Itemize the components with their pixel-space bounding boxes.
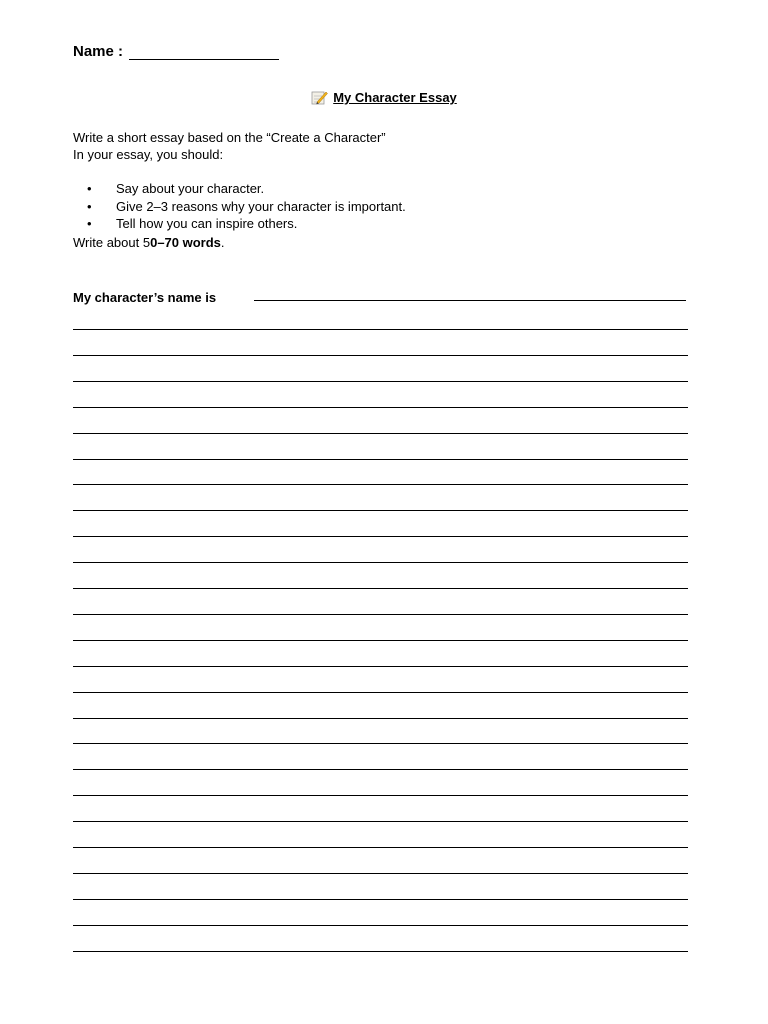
instruction-line-1: Write a short essay based on the “Create a Character” [73,130,386,145]
writing-line[interactable] [73,381,688,382]
requirements-list [73,180,406,233]
bullet-icon: • [87,216,92,231]
writing-line[interactable] [73,951,688,952]
writing-line[interactable] [73,821,688,822]
writing-line[interactable] [73,666,688,667]
bullet-icon: • [87,181,92,196]
instruction-line-2: In your essay, you should: [73,147,224,162]
writing-line[interactable] [73,329,688,330]
name-blank-line[interactable] [129,45,279,60]
writing-line[interactable] [73,743,688,744]
writing-line[interactable] [73,459,688,460]
writing-line[interactable] [73,614,688,615]
list-item: • Give 2–3 reasons why your character is important. [87,198,406,214]
writing-line[interactable] [73,795,688,796]
writing-line[interactable] [73,640,688,641]
writing-line[interactable] [73,588,688,589]
word-count-instruction: Write about 50–70 words. [73,235,225,250]
name-label: Name : [73,43,124,60]
name-field-row [73,43,279,60]
title-text: My Character Essay [333,90,457,105]
instructions [73,129,386,163]
page-title [0,90,768,105]
writing-line[interactable] [73,769,688,770]
writing-line[interactable] [73,692,688,693]
notepad-pencil-icon [311,90,328,105]
character-name-label: My character’s name is [73,290,217,305]
writing-line[interactable] [73,484,688,485]
writing-line[interactable] [73,433,688,434]
list-item: • Say about your character. [87,181,265,196]
writing-line[interactable] [73,562,688,563]
writing-line[interactable] [73,536,688,537]
writing-line[interactable] [73,510,688,511]
writing-line[interactable] [73,718,688,719]
writing-line[interactable] [73,899,688,900]
writing-line[interactable] [73,925,688,926]
character-name-blank-line[interactable] [254,300,686,301]
writing-line[interactable] [73,873,688,874]
writing-line[interactable] [73,407,688,408]
writing-line[interactable] [73,847,688,848]
word-count-range: 0–70 words [150,235,221,250]
bullet-icon: • [87,198,92,214]
writing-line[interactable] [73,355,688,356]
list-item: • Tell how you can inspire others. [87,216,298,231]
